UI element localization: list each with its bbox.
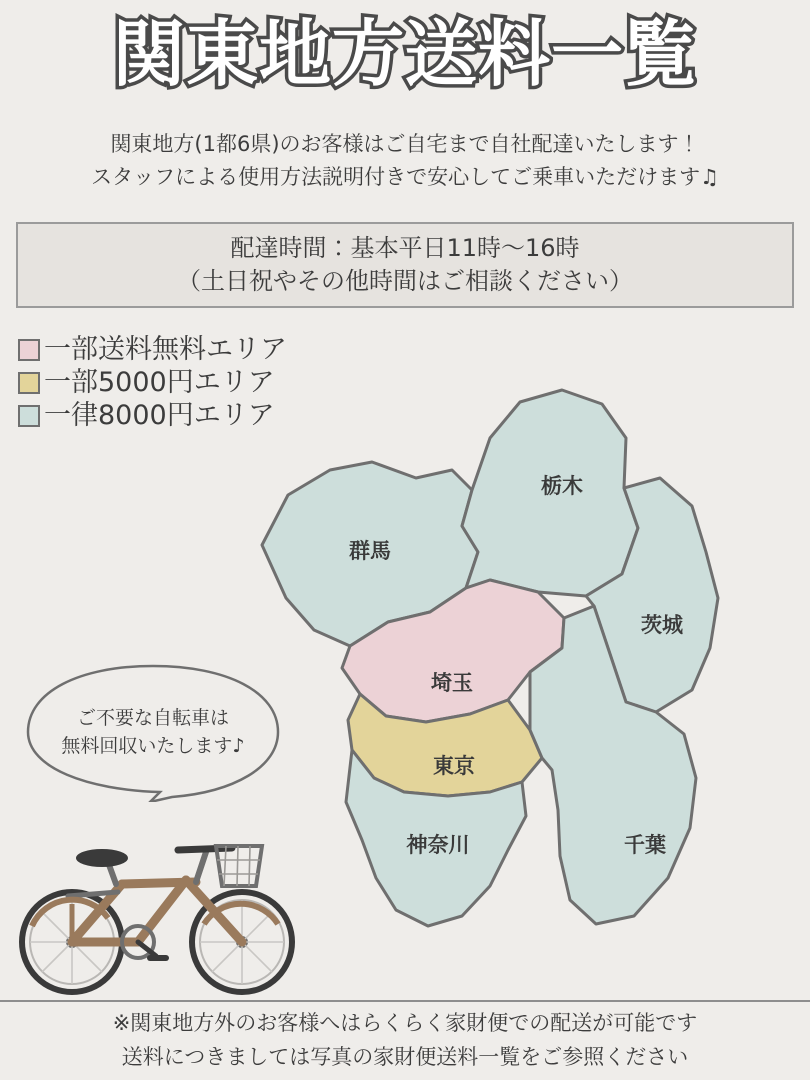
page-title-wrap — [0, 14, 810, 95]
legend-swatch-5000 — [18, 372, 40, 394]
footer-note — [0, 1000, 810, 1080]
page-title: 関東地方送料一覧 — [112, 12, 697, 96]
map-label-kanagawa: 神奈川 — [406, 833, 470, 857]
legend-label-free: 一部送料無料エリア — [44, 334, 287, 365]
speech-bubble — [22, 662, 284, 802]
map-label-gunma: 群馬 — [349, 539, 391, 563]
speech-bubble-text — [22, 662, 284, 802]
map-label-tochigi: 栃木 — [541, 474, 583, 498]
delivery-time-line-1: 配達時間：基本平日11時〜16時 — [230, 233, 580, 262]
delivery-time-box — [16, 222, 794, 308]
lead-text — [0, 128, 810, 193]
legend-swatch-free — [18, 339, 40, 361]
bicycle-saddle — [76, 849, 128, 867]
bicycle-handlebar — [178, 848, 232, 850]
footer-line-1: ※関東地方外のお客様へはらくらく家財便での配送が可能です — [112, 1011, 698, 1036]
bubble-line-1: ご不要な自転車は — [76, 706, 229, 729]
map-label-chiba: 千葉 — [624, 833, 666, 857]
legend-swatch-8000 — [18, 405, 40, 427]
legend-label-5000: 一部5000円エリア — [44, 367, 275, 398]
bicycle-illustration — [10, 800, 320, 1000]
legend-label-8000: 一律8000円エリア — [44, 400, 275, 431]
map-label-tokyo: 東京 — [433, 754, 475, 778]
map-label-saitama: 埼玉 — [431, 671, 473, 695]
delivery-time-line-2: （土日祝やその他時間はご相談ください） — [177, 267, 633, 295]
footer-line-2: 送料につきましては写真の家財便送料一覧をご参照ください — [121, 1045, 689, 1069]
map-label-ibaraki: 茨城 — [641, 613, 683, 637]
bubble-line-2: 無料回収いたします♪ — [61, 735, 245, 757]
lead-line-1: 関東地方(1都6県)のお客様はご自宅まで自社配達いたします！ — [110, 132, 700, 156]
bicycle-basket — [216, 846, 262, 886]
lead-line-2: スタッフによる使用方法説明付きで安心してご乗車いただけます♫ — [91, 164, 719, 189]
